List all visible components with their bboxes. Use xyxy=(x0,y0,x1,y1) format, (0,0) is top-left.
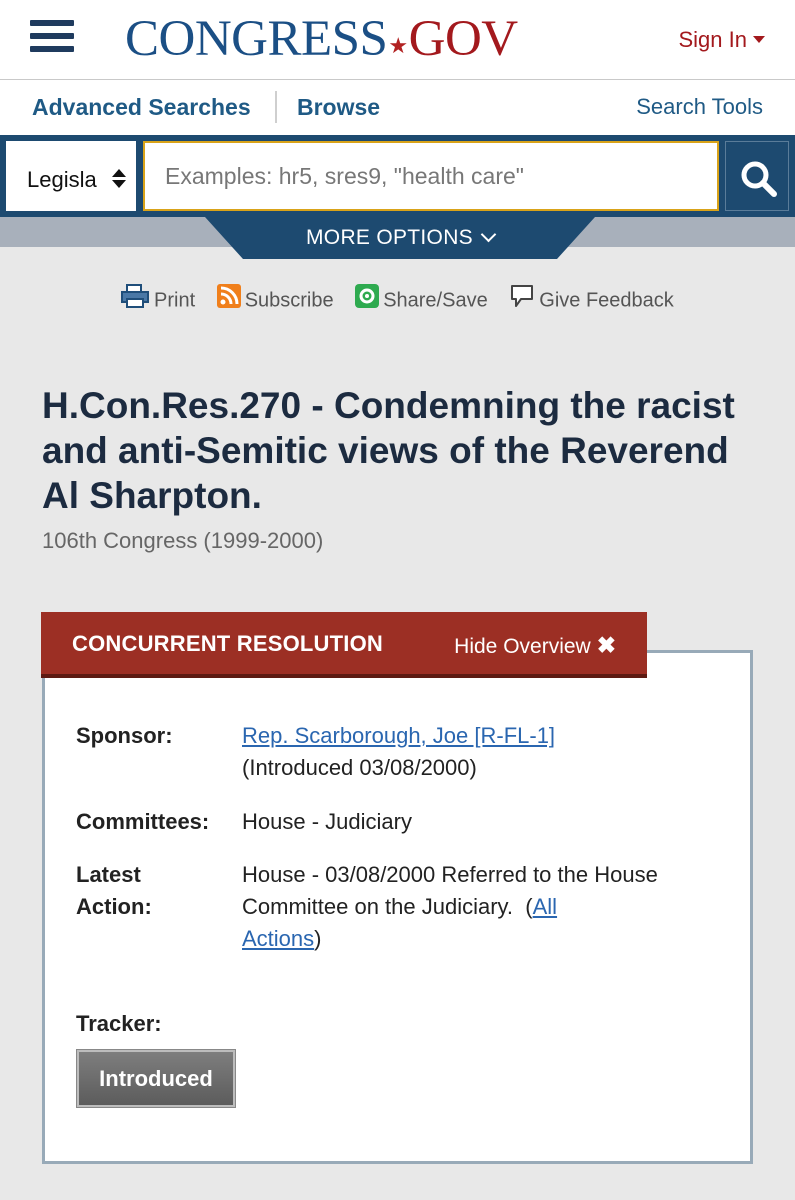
latest-action-label: Latest Action: xyxy=(76,862,152,919)
sponsor-link[interactable]: Rep. Scarborough, Joe [R-FL-1] xyxy=(242,723,556,748)
committees-value: House - Judiciary xyxy=(242,809,412,834)
sponsor-label: Sponsor: xyxy=(76,723,173,748)
browse-link[interactable]: Browse xyxy=(297,94,381,120)
overview-header xyxy=(41,612,647,678)
sponsor-value xyxy=(242,720,702,784)
page-title: H.Con.Res.270 - Condemning the racist and anti-Semitic views of the Reverend Al Sharpton. xyxy=(42,385,735,516)
feedback-icon xyxy=(509,283,535,315)
search-input[interactable] xyxy=(143,141,719,211)
menu-icon[interactable] xyxy=(30,20,74,58)
tracker-status-introduced[interactable]: Introduced xyxy=(77,1050,235,1107)
more-options-button[interactable]: MORE OPTIONS xyxy=(205,217,595,259)
tracker-label: Tracker: xyxy=(76,1011,162,1036)
search-icon xyxy=(739,159,779,199)
site-logo[interactable]: CONGRESS★GOV xyxy=(125,11,518,67)
print-link[interactable]: Print xyxy=(120,286,195,316)
collection-select[interactable]: Legisla xyxy=(6,141,136,211)
bill-type: CONCURRENT RESOLUTION xyxy=(72,631,383,656)
latest-action-value: House - 03/08/2000 Referred to the House Committee on the Judiciary. (All Actions) xyxy=(242,862,658,951)
sign-in-button[interactable]: Sign In xyxy=(679,27,766,53)
advanced-searches-link[interactable]: Advanced Searches xyxy=(32,94,251,120)
subscribe-link[interactable]: Subscribe xyxy=(217,286,334,316)
search-button[interactable] xyxy=(725,141,789,211)
select-arrows-icon xyxy=(112,169,126,188)
committees-label: Committees: xyxy=(76,809,210,834)
rss-icon xyxy=(217,284,241,314)
caret-down-icon xyxy=(753,36,765,43)
all-actions-link[interactable]: All Actions xyxy=(242,894,558,951)
nav-divider xyxy=(275,91,277,123)
chevron-down-icon xyxy=(481,227,497,243)
search-tools-link[interactable]: Search Tools xyxy=(636,94,763,119)
sponsor-introduced: (Introduced 03/08/2000) xyxy=(242,755,477,780)
utility-links xyxy=(120,285,690,313)
site-header xyxy=(0,0,795,80)
search-bar xyxy=(0,135,795,217)
hide-overview-button[interactable]: Hide Overview ✖ xyxy=(454,632,616,658)
share-save-link[interactable]: Share/Save xyxy=(355,286,488,316)
congress-session: 106th Congress (1999-2000) xyxy=(42,528,324,553)
printer-icon xyxy=(120,284,150,314)
star-icon: ★ xyxy=(388,33,408,58)
secondary-nav xyxy=(0,80,795,135)
share-icon xyxy=(355,284,379,314)
give-feedback-link[interactable]: Give Feedback xyxy=(509,285,674,317)
close-icon: ✖ xyxy=(596,632,616,658)
